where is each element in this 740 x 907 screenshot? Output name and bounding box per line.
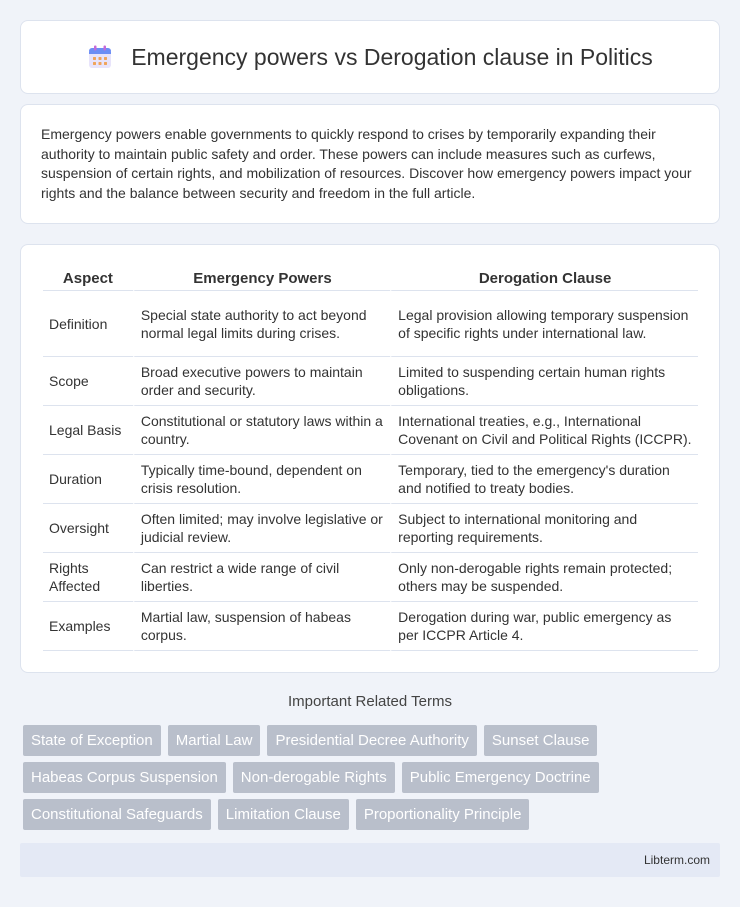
header-card [20,20,720,94]
calendar-icon [87,44,113,70]
table-row [43,455,698,504]
table-row [43,406,698,455]
row-emergency-powers: Martial law, suspension of habeas corpus. [133,602,390,651]
row-emergency-powers: Can restrict a wide range of civil liberties. [133,553,390,602]
intro-card [20,104,720,224]
comparison-table-card [20,244,720,673]
header-emergency-powers: Emergency Powers [133,265,390,291]
table-row [43,357,698,406]
row-emergency-powers: Typically time-bound, dependent on crisis resolution. [133,455,390,504]
related-terms-title: Important Related Terms [288,693,452,710]
comparison-table [43,265,698,651]
row-aspect: Oversight [43,504,133,553]
row-aspect: Duration [43,455,133,504]
row-emergency-powers: Constitutional or statutory laws within a country. [133,406,390,455]
tag-sunset-clause[interactable]: Sunset Clause [484,725,598,756]
tag-constitutional-safeguards[interactable]: Constitutional Safeguards [23,799,211,830]
row-derogation-clause: Limited to suspending certain human rights obligations. [390,357,698,406]
tag-row [23,799,723,830]
header-aspect: Aspect [43,265,133,291]
header-derogation-clause: Derogation Clause [390,265,698,291]
tag-row [23,762,723,793]
row-derogation-clause: International treaties, e.g., International Covenant on Civil and Political Rights (ICCPR). [390,406,698,455]
table-row [43,553,698,602]
footer-site-link[interactable]: Libterm.com [643,853,710,867]
intro-text: Emergency powers enable governments to quickly respond to crises by temporarily expanding their authority to maintain public safety and order. These powers can include measures such as curfews, suspension of certain rights, and mobilization of resources. Discover how emergency powers impact your rights and the balance between security and freedom in the full article. [41,126,692,201]
footer [20,843,720,877]
table-row [43,291,698,357]
tag-proportionality-principle[interactable]: Proportionality Principle [356,799,530,830]
tag-state-of-exception[interactable]: State of Exception [23,725,161,756]
row-derogation-clause: Derogation during war, public emergency as per ICCPR Article 4. [390,602,698,651]
table-row [43,504,698,553]
tag-martial-law[interactable]: Martial Law [168,725,261,756]
tag-row [23,725,723,756]
row-aspect: Scope [43,357,133,406]
tag-presidential-decree-authority[interactable]: Presidential Decree Authority [267,725,476,756]
row-derogation-clause: Only non-derogable rights remain protected; others may be suspended. [390,553,698,602]
row-emergency-powers: Broad executive powers to maintain order and security. [133,357,390,406]
row-aspect: Definition [43,291,133,357]
related-terms-list [23,725,723,836]
tag-public-emergency-doctrine[interactable]: Public Emergency Doctrine [402,762,599,793]
row-aspect: Legal Basis [43,406,133,455]
tag-non-derogable-rights[interactable]: Non-derogable Rights [233,762,395,793]
row-aspect: Rights Affected [43,553,133,602]
table-row [43,602,698,651]
row-derogation-clause: Temporary, tied to the emergency's duration and notified to treaty bodies. [390,455,698,504]
tag-habeas-corpus-suspension[interactable]: Habeas Corpus Suspension [23,762,226,793]
row-derogation-clause: Subject to international monitoring and reporting requirements. [390,504,698,553]
tag-limitation-clause[interactable]: Limitation Clause [218,799,349,830]
row-emergency-powers: Special state authority to act beyond normal legal limits during crises. [133,291,390,357]
row-derogation-clause: Legal provision allowing temporary suspension of specific rights under international law. [390,291,698,357]
table-header-row [43,265,698,291]
row-emergency-powers: Often limited; may involve legislative or judicial review. [133,504,390,553]
page-title: Emergency powers vs Derogation clause in Politics [131,43,653,70]
row-aspect: Examples [43,602,133,651]
